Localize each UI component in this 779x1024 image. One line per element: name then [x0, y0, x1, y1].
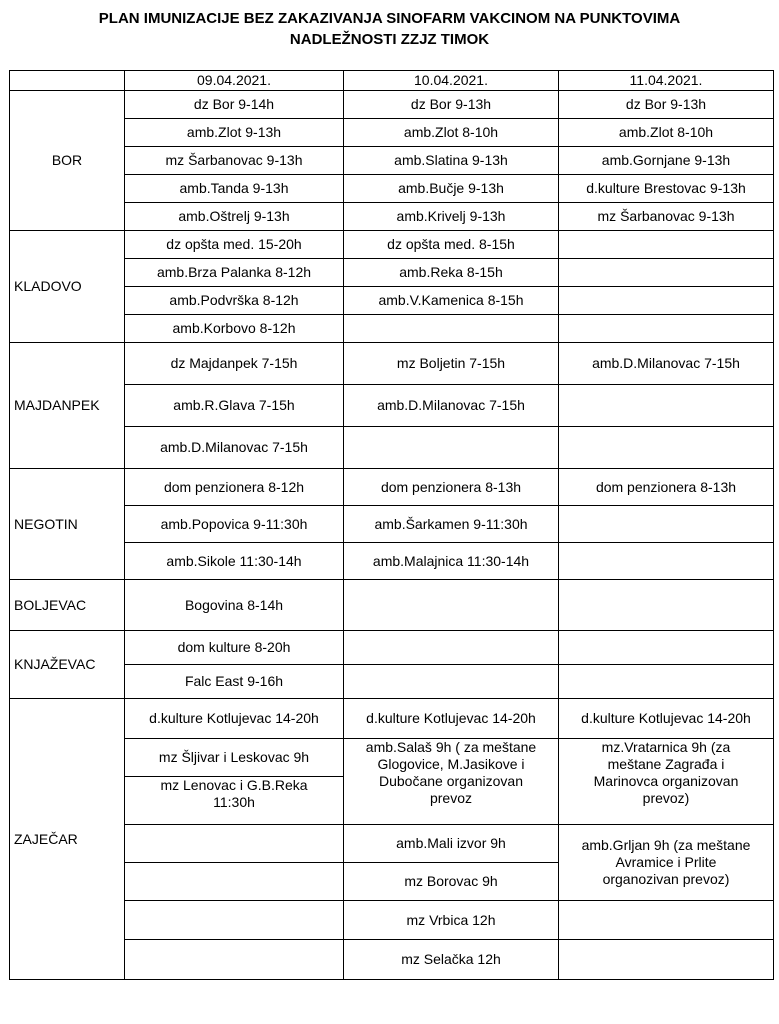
empty-cell: [559, 315, 774, 343]
schedule-cell: dz Majdanpek 7-15h: [125, 343, 344, 385]
table-row: [10, 287, 774, 315]
schedule-cell: mz Borovac 9h: [344, 863, 559, 901]
table-row: [10, 343, 774, 385]
table-row: [10, 825, 774, 863]
table-row: [10, 631, 774, 665]
schedule-cell: Falc East 9-16h: [125, 665, 344, 699]
schedule-table: [9, 70, 774, 980]
schedule-cell: amb.Bučje 9-13h: [344, 175, 559, 203]
empty-cell: [344, 580, 559, 631]
schedule-cell: dz Bor 9-14h: [125, 91, 344, 119]
table-row: [10, 147, 774, 175]
schedule-cell: mz Boljetin 7-15h: [344, 343, 559, 385]
schedule-cell: amb.Zlot 8-10h: [559, 119, 774, 147]
table-row: [10, 385, 774, 427]
schedule-cell: amb.V.Kamenica 8-15h: [344, 287, 559, 315]
schedule-cell: amb.D.Milanovac 7-15h: [344, 385, 559, 427]
schedule-cell: dz opšta med. 8-15h: [344, 231, 559, 259]
table-row: [10, 259, 774, 287]
header-corner-cell: [10, 71, 125, 91]
city-cell: KLADOVO: [10, 231, 125, 343]
table-row: [10, 665, 774, 699]
schedule-cell: amb.Grljan 9h (za meštane Avramice i Prlite organozivan prevoz): [559, 825, 774, 901]
schedule-cell: amb.Mali izvor 9h: [344, 825, 559, 863]
schedule-cell: amb.Zlot 8-10h: [344, 119, 559, 147]
empty-cell: [559, 287, 774, 315]
schedule-cell: dom penzionera 8-13h: [344, 469, 559, 506]
schedule-cell: dz Bor 9-13h: [344, 91, 559, 119]
empty-cell: [559, 506, 774, 543]
empty-cell: [559, 940, 774, 980]
title-line-2: NADLEŽNOSTI ZZJZ TIMOK: [289, 31, 490, 48]
city-cell: MAJDANPEK: [10, 343, 125, 469]
table-row: [10, 506, 774, 543]
schedule-cell: amb.D.Milanovac 7-15h: [125, 427, 344, 469]
table-row: [10, 469, 774, 506]
table-row: [10, 119, 774, 147]
date-header: 09.04.2021.: [125, 71, 344, 91]
date-header: 11.04.2021.: [559, 71, 774, 91]
schedule-cell: d.kulture Kotlujevac 14-20h: [559, 699, 774, 739]
table-row: [10, 175, 774, 203]
schedule-cell: d.kulture Kotlujevac 14-20h: [125, 699, 344, 739]
schedule-cell: mz Šarbanovac 9-13h: [125, 147, 344, 175]
schedule-cell: d.kulture Kotlujevac 14-20h: [344, 699, 559, 739]
header-row: [10, 71, 774, 91]
page-title: [0, 8, 779, 50]
schedule-cell: mz Šarbanovac 9-13h: [559, 203, 774, 231]
empty-cell: [559, 580, 774, 631]
empty-cell: [344, 427, 559, 469]
schedule-cell: amb.Sikole 11:30-14h: [125, 543, 344, 580]
empty-cell: [125, 825, 344, 863]
schedule-cell: Bogovina 8-14h: [125, 580, 344, 631]
table-row: [10, 580, 774, 631]
schedule-cell: mz Šljivar i Leskovac 9h: [125, 739, 344, 777]
schedule-cell: amb.R.Glava 7-15h: [125, 385, 344, 427]
empty-cell: [559, 259, 774, 287]
schedule-cell: dz opšta med. 15-20h: [125, 231, 344, 259]
table-row: [10, 203, 774, 231]
schedule-cell: amb.Zlot 9-13h: [125, 119, 344, 147]
schedule-cell: amb.Slatina 9-13h: [344, 147, 559, 175]
empty-cell: [559, 543, 774, 580]
schedule-cell: dom penzionera 8-13h: [559, 469, 774, 506]
schedule-cell: amb.Reka 8-15h: [344, 259, 559, 287]
table-row: [10, 699, 774, 739]
empty-cell: [125, 863, 344, 901]
empty-cell: [559, 427, 774, 469]
date-header: 10.04.2021.: [344, 71, 559, 91]
schedule-cell: amb.Podvrška 8-12h: [125, 287, 344, 315]
empty-cell: [344, 315, 559, 343]
schedule-cell: mz Selačka 12h: [344, 940, 559, 980]
schedule-cell: mz Vrbica 12h: [344, 901, 559, 940]
schedule-cell: mz.Vratarnica 9h (za meštane Zagrađa i Marinovca organizovan prevoz): [559, 739, 774, 825]
schedule-cell: mz Lenovac i G.B.Reka 11:30h: [125, 777, 344, 825]
schedule-cell: amb.Tanda 9-13h: [125, 175, 344, 203]
schedule-cell: amb.D.Milanovac 7-15h: [559, 343, 774, 385]
empty-cell: [125, 901, 344, 940]
table-row: [10, 231, 774, 259]
schedule-cell: amb.Salaš 9h ( za meštane Glogovice, M.Jasikove i Dubočane organizovan prevoz: [344, 739, 559, 825]
title-line-1: PLAN IMUNIZACIJE BEZ ZAKAZIVANJA SINOFARM VAKCINOM NA PUNKTOVIMA: [98, 10, 681, 27]
empty-cell: [559, 901, 774, 940]
schedule-cell: dom kulture 8-20h: [125, 631, 344, 665]
city-cell: NEGOTIN: [10, 469, 125, 580]
table-row: [10, 427, 774, 469]
empty-cell: [559, 631, 774, 665]
table-row: [10, 940, 774, 980]
schedule-cell: amb.Šarkamen 9-11:30h: [344, 506, 559, 543]
city-cell: BOLJEVAC: [10, 580, 125, 631]
empty-cell: [559, 231, 774, 259]
city-cell: KNJAŽEVAC: [10, 631, 125, 699]
empty-cell: [344, 665, 559, 699]
empty-cell: [559, 665, 774, 699]
empty-cell: [125, 940, 344, 980]
table-row: [10, 739, 774, 777]
schedule-cell: amb.Korbovo 8-12h: [125, 315, 344, 343]
table-row: [10, 315, 774, 343]
schedule-cell: dom penzionera 8-12h: [125, 469, 344, 506]
table-row: [10, 543, 774, 580]
city-cell: ZAJEČAR: [10, 699, 125, 980]
schedule-cell: dz Bor 9-13h: [559, 91, 774, 119]
schedule-cell: amb.Krivelj 9-13h: [344, 203, 559, 231]
table-row: [10, 91, 774, 119]
schedule-cell: amb.Oštrelj 9-13h: [125, 203, 344, 231]
empty-cell: [344, 631, 559, 665]
empty-cell: [559, 385, 774, 427]
schedule-cell: amb.Malajnica 11:30-14h: [344, 543, 559, 580]
table-row: [10, 901, 774, 940]
schedule-cell: amb.Popovica 9-11:30h: [125, 506, 344, 543]
city-cell: BOR: [10, 91, 125, 231]
schedule-cell: amb.Brza Palanka 8-12h: [125, 259, 344, 287]
schedule-cell: d.kulture Brestovac 9-13h: [559, 175, 774, 203]
schedule-cell: amb.Gornjane 9-13h: [559, 147, 774, 175]
